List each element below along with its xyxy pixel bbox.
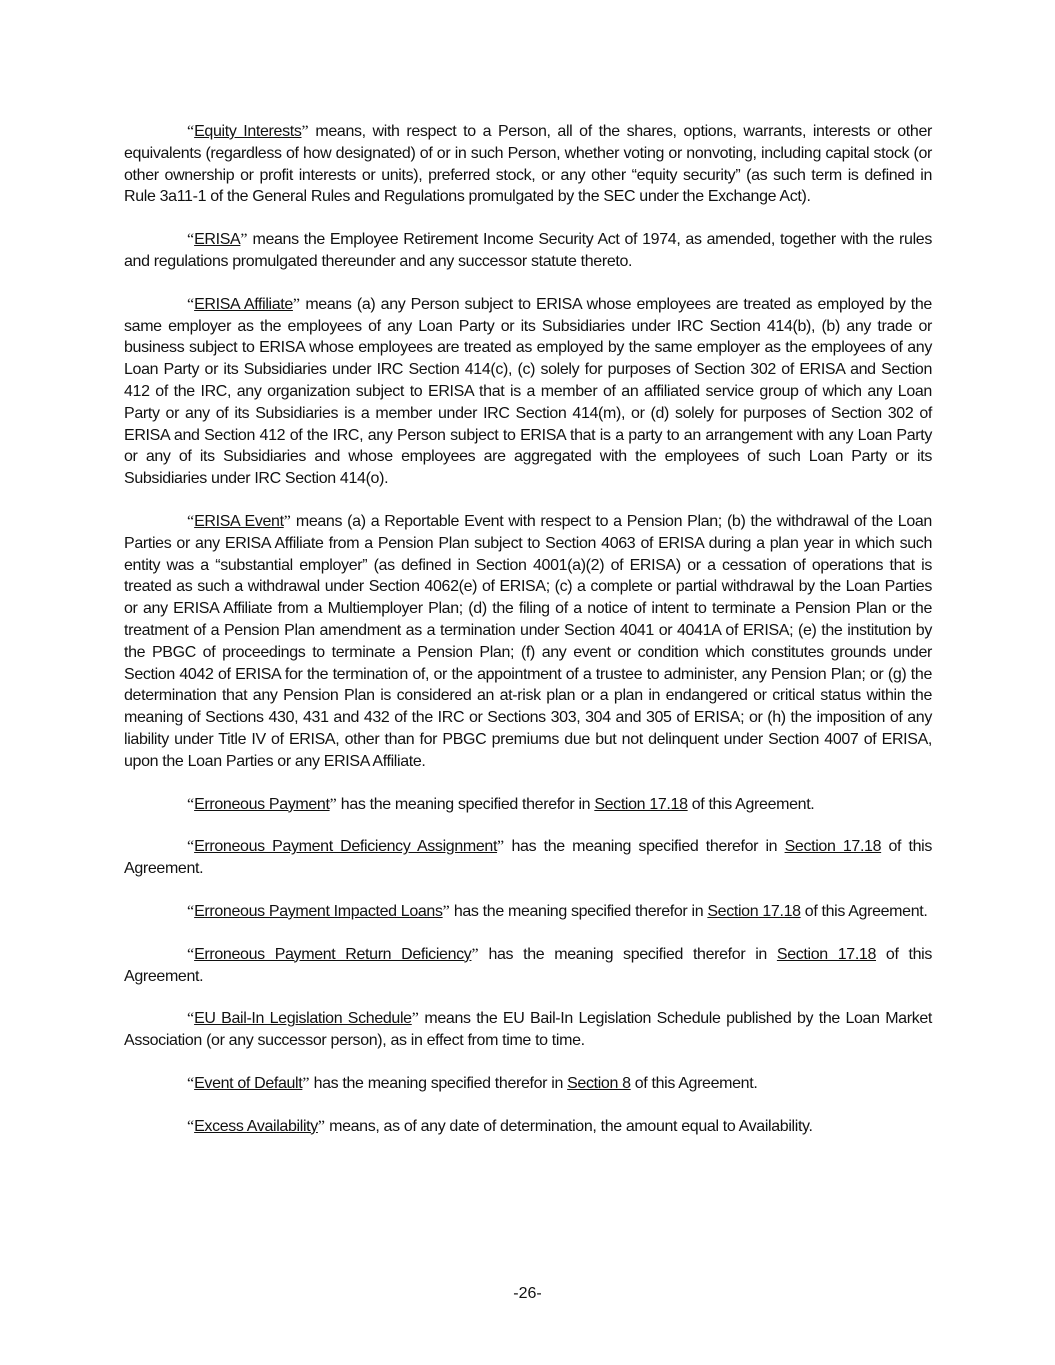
definition-paragraph: “Equity Interests” means, with respect to a Person, all of the shares, options, warrants, interests or other equivalents (regardless of how designated) of or in such Person, whether voting or nonvoting, including capital stock (or other ownership or profit interests or units), preferred stock, or any other “equity security” (as such term is defined in Rule 3a11-1 of the General Rules and Regulations promulgated by the SEC under the Exchange Act). <box>124 123 932 206</box>
definition-text: of this Agreement. <box>800 902 928 920</box>
definition-paragraph: “ERISA Event” means (a) a Reportable Event with respect to a Pension Plan; (b) the withdrawal of the Loan Parties or any ERISA Affiliate from a Pension Plan subject to Section 4063 of ERISA during a plan year in which such entity was a “substantial employer” (as defined in Section 4001(a)(2) of ERISA) or a cessation of operations that is treated as such a withdrawal under Section 4062(e) of ERISA; (c) a complete or partial withdrawal by the Loan Parties or any ERISA Affiliate from a Multiemployer Plan; (d) the filing of a notice of intent to terminate a Pension Plan or the treatment of a Pension Plan amendment as a termination under Section 4041 or 4041A of ERISA; (e) the institution by the PBGC of proceedings to terminate a Pension Plan; (f) any event or condition which constitutes grounds under Section 4042 of ERISA for the termination of, or the appointment of a trustee to administer, any Pension Plan; or (g) the determination that any Pension Plan is considered an at-risk plan or a plan in endangered or critical status within the meaning of Sections 430, 431 and 432 of the IRC or Sections 303, 304 and 305 of ERISA; or (h) the imposition of any liability under Title IV of ERISA, other than for PBGC premiums due but not delinquent under Section 4007 of ERISA, upon the Loan Parties or any ERISA Affiliate. <box>124 512 932 770</box>
definition-text: of this Agreement. <box>124 945 932 985</box>
definition-paragraph: “Erroneous Payment” has the meaning specified therefor in Section 17.18 of this Agreement. <box>187 795 815 813</box>
section-reference: Section 17.18 <box>707 902 801 920</box>
definition-text: of this Agreement. <box>124 838 932 878</box>
definition-text: of this Agreement. <box>630 1074 758 1092</box>
definition-paragraph: “Erroneous Payment Deficiency Assignment” has the meaning specified therefor in Section 17.18 of this Agreement. <box>124 838 932 878</box>
definition-text: means the EU Bail-In Legislation Schedule published by the Loan Market Association (or any successor person), as in effect from time to time. <box>124 1010 932 1050</box>
definition-text: has the meaning specified therefor in <box>504 838 785 856</box>
definition-paragraph: “Erroneous Payment Impacted Loans” has the meaning specified therefor in Section 17.18 of this Agreement. <box>187 902 928 920</box>
definition-text: of this Agreement. <box>687 795 815 813</box>
definition-paragraph: “ERISA” means the Employee Retirement Income Security Act of 1974, as amended, together with the rules and regulations promulgated thereunder and any successor statute thereto. <box>124 231 932 270</box>
section-reference: Section 17.18 <box>784 838 882 856</box>
definition-text: has the meaning specified therefor in <box>309 1074 568 1092</box>
definition-text: means, as of any date of determination, the amount equal to Availability. <box>325 1117 813 1135</box>
section-reference: Section 8 <box>567 1074 631 1092</box>
defined-term: Erroneous Payment Deficiency Assignment <box>194 838 498 856</box>
section-reference: Section 17.18 <box>776 945 877 963</box>
definition-text: has the meaning specified therefor in <box>478 945 777 963</box>
definition-text: has the meaning specified therefor in <box>336 795 595 813</box>
defined-term: Event of Default <box>194 1074 303 1092</box>
page-number: -26- <box>513 1285 542 1302</box>
definitions-list <box>124 121 932 1158</box>
definition-paragraph: “Event of Default” has the meaning specified therefor in Section 8 of this Agreement. <box>187 1074 758 1092</box>
definition-paragraph: “Excess Availability” means, as of any date of determination, the amount equal to Availability. <box>187 1117 813 1135</box>
section-reference: Section 17.18 <box>594 795 688 813</box>
definition-text: means (a) any Person subject to ERISA whose employees are treated as employed by the same employer as the employees of any Loan Party or its Subsidiaries under IRC Section 414(b), (b) any trade or business subject to ERISA whose employees are treated as employed by the same employer as the employees of any Loan Party or its Subsidiaries under IRC Section 414(c), (c) solely for purposes of Section 302 of ERISA and Section 412 of the IRC, any organization subject to ERISA that is a member of an affiliated service group of which any Loan Party or any of its Subsidiaries is a member under IRC Section 414(m), or (d) solely for purposes of Section 302 of ERISA and Section 412 of the IRC, any Person subject to ERISA that is a party to an arrangement with any Loan Party or any of its Subsidiaries and whose employees are aggregated with the employees of such Loan Party or its Subsidiaries under IRC Section 414(o). <box>124 295 932 488</box>
defined-term: ERISA Event <box>194 512 284 530</box>
definition-paragraph: “ERISA Affiliate” means (a) any Person subject to ERISA whose employees are treated as employed by the same employer as the employees of any Loan Party or its Subsidiaries under IRC Section 414(b), (b) any trade or business subject to ERISA whose employees are treated as employed by the same employer as the employees of any Loan Party or its Subsidiaries under IRC Section 414(c), (c) solely for purposes of Section 302 of ERISA and Section 412 of the IRC, any organization subject to ERISA that is a member of an affiliated service group of which any Loan Party or any of its Subsidiaries is a member under IRC Section 414(m), or (d) solely for purposes of Section 302 of ERISA and Section 412 of the IRC, any Person subject to ERISA that is a party to an arrangement with any Loan Party or any of its Subsidiaries and whose employees are aggregated with the employees of such Loan Party or its Subsidiaries under IRC Section 414(o). <box>124 295 932 488</box>
defined-term: Erroneous Payment <box>194 795 330 813</box>
defined-term: ERISA <box>194 231 241 249</box>
definition-text: has the meaning specified therefor in <box>449 902 708 920</box>
defined-term: EU Bail-In Legislation Schedule <box>194 1010 412 1028</box>
defined-term: Excess Availability <box>194 1117 318 1135</box>
definition-text: means, with respect to a Person, all of the shares, options, warrants, interests or other equivalents (regardless of how designated) of or in such Person, whether voting or nonvoting, including capital stock (or other ownership or profit interests or units), preferred stock, or any other “equity security” (as such term is defined in Rule 3a11-1 of the General Rules and Regulations promulgated by the SEC under the Exchange Act). <box>124 123 932 206</box>
definition-text: means (a) a Reportable Event with respect to a Pension Plan; (b) the withdrawal of the Loan Parties or any ERISA Affiliate from a Pension Plan subject to Section 4063 of ERISA during a plan year in which such entity was a “substantial employer” (as defined in Section 4001(a)(2) of ERISA) or a cessation of operations that is treated as such a withdrawal under Section 4062(e) of ERISA; (c) a complete or partial withdrawal by the Loan Parties or any ERISA Affiliate from a Multiemployer Plan; (d) the filing of a notice of intent to terminate a Pension Plan or the treatment of a Pension Plan amendment as a termination under Section 4041 or 4041A of ERISA; (e) the institution by the PBGC of proceedings to terminate a Pension Plan; (f) any event or condition which constitutes grounds under Section 4042 of ERISA for the termination of, or the appointment of a trustee to administer, any Pension Plan; or (g) the determination that any Pension Plan is considered an at-risk plan or a plan in endangered or critical status within the meaning of Sections 430, 431 and 432 of the IRC or Sections 303, 304 and 305 of ERISA; or (h) the imposition of any liability under Title IV of ERISA, other than for PBGC premiums due but not delinquent under Section 4007 of ERISA, upon the Loan Parties or any ERISA Affiliate. <box>124 512 932 770</box>
definition-paragraph: “Erroneous Payment Return Deficiency” has the meaning specified therefor in Section 17.18 of this Agreement. <box>124 945 932 985</box>
definition-text: means the Employee Retirement Income Security Act of 1974, as amended, together with the rules and regulations promulgated thereunder and any successor statute thereto. <box>124 231 932 270</box>
definition-paragraph: “EU Bail-In Legislation Schedule” means the EU Bail-In Legislation Schedule published by the Loan Market Association (or any successor person), as in effect from time to time. <box>124 1010 932 1050</box>
defined-term: Erroneous Payment Return Deficiency <box>194 945 472 963</box>
defined-term: ERISA Affiliate <box>194 295 293 313</box>
defined-term: Equity Interests <box>194 123 302 140</box>
defined-term: Erroneous Payment Impacted Loans <box>194 902 443 920</box>
